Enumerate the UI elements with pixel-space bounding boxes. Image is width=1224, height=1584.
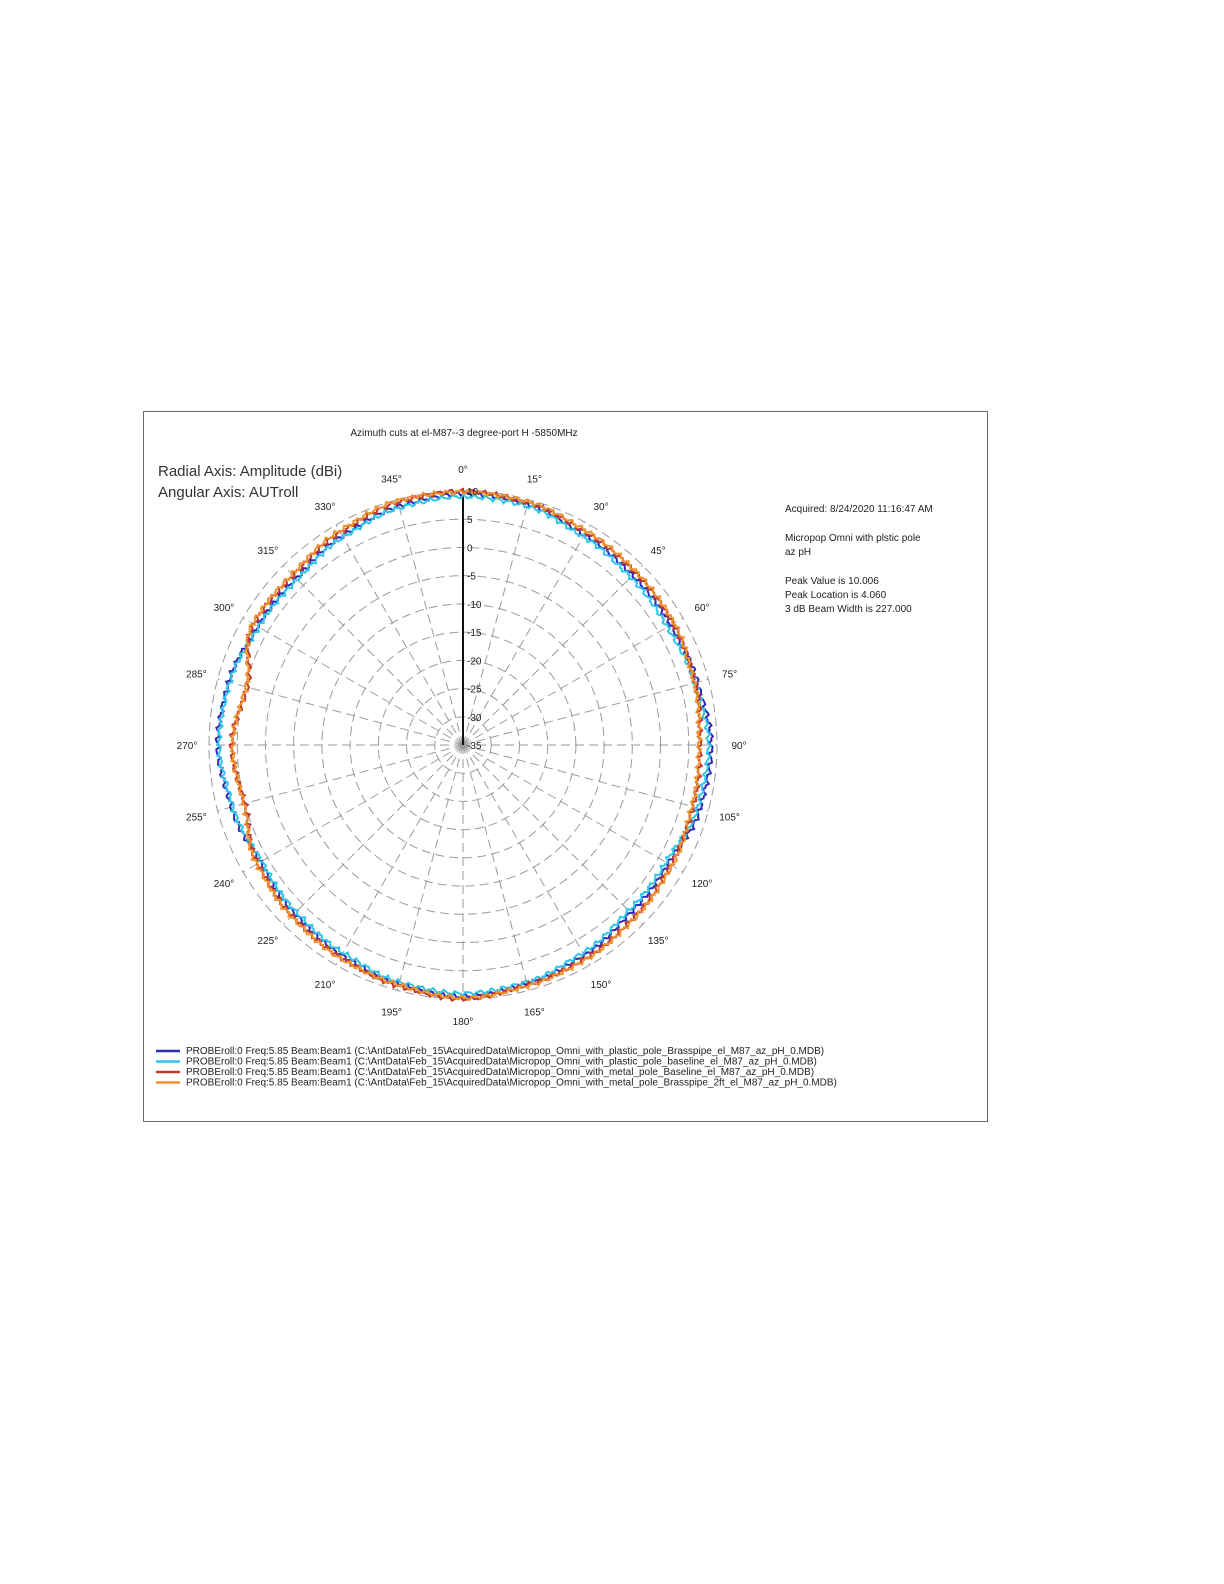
info-description-2: az pH xyxy=(785,547,812,558)
grid-spoke xyxy=(283,745,463,925)
angle-tick-label: 75° xyxy=(722,669,738,681)
angle-tick-label: 15° xyxy=(526,474,542,486)
angular-axis-label: Angular Axis: AUTroll xyxy=(158,484,299,501)
angle-tick-label: 330° xyxy=(314,501,336,513)
angle-tick-label: 105° xyxy=(719,812,740,824)
grid-spoke xyxy=(283,565,463,745)
radial-tick-label: 10 xyxy=(467,487,479,498)
grid-spoke xyxy=(218,679,463,745)
grid-spoke xyxy=(397,500,463,745)
info-acquired: Acquired: 8/24/2020 11:16:47 AM xyxy=(785,504,933,515)
grid-spoke xyxy=(397,745,463,990)
polar-chart xyxy=(144,412,989,1123)
legend-entry-3: PROBEroll:0 Freq:5.85 Beam:Beam1 (C:\AntData\Feb_15\AcquiredData\Micropop_Omni_with_metal_pole_Baseline_el_M87_az_pH_0.MDB) xyxy=(186,1067,815,1078)
angle-tick-label: 30° xyxy=(593,501,609,513)
angle-tick-label: 120° xyxy=(691,879,713,890)
grid-spoke xyxy=(463,745,643,925)
angle-tick-label: 255° xyxy=(186,812,207,824)
grid-spoke xyxy=(336,525,463,745)
legend-entry-4: PROBEroll:0 Freq:5.85 Beam:Beam1 (C:\AntData\Feb_15\AcquiredData\Micropop_Omni_with_metal_pole_Brasspipe_2ft_el_M87_az_pH_0.MDB) xyxy=(186,1077,837,1089)
polar-grid xyxy=(209,491,717,999)
legend-entry-2: PROBEroll:0 Freq:5.85 Beam:Beam1 (C:\AntData\Feb_15\AcquiredData\Micropop_Omni_with_plastic_pole_baseline_el_M87_az_pH_0.MDB) xyxy=(186,1056,817,1068)
grid-spoke xyxy=(463,500,529,745)
radial-tick-label: -15 xyxy=(467,628,482,640)
angle-tick-label: 60° xyxy=(694,603,710,614)
grid-spoke xyxy=(463,565,643,745)
polar-chart-frame xyxy=(143,411,988,1122)
radial-tick-label: -35 xyxy=(467,741,482,752)
radial-tick-label: -20 xyxy=(467,656,482,668)
angle-tick-label: 195° xyxy=(381,1007,402,1019)
info-panel xyxy=(785,504,933,615)
grid-spoke xyxy=(463,745,529,990)
angle-tick-label: 225° xyxy=(257,936,279,948)
angle-tick-label: 0° xyxy=(458,465,468,476)
radial-tick-label: 0 xyxy=(467,543,473,555)
angle-tick-label: 90° xyxy=(731,741,747,752)
angle-tick-label: 45° xyxy=(650,545,666,557)
angle-tick-label: 345° xyxy=(381,474,402,486)
grid-spoke xyxy=(218,745,463,811)
info-peak-location: Peak Location is 4.060 xyxy=(785,590,887,601)
angle-tick-label: 240° xyxy=(213,879,235,890)
radial-tick-label: 5 xyxy=(467,515,473,527)
radial-tick-label: -25 xyxy=(467,684,482,696)
angle-tick-label: 180° xyxy=(452,1017,474,1028)
radial-axis-label: Radial Axis: Amplitude (dBi) xyxy=(158,463,343,480)
angle-tick-label: 315° xyxy=(257,545,279,557)
angle-tick-label: 135° xyxy=(647,936,669,948)
chart-title: Azimuth cuts at el-M87--3 degree-port H -5850MHz xyxy=(350,428,578,439)
angle-tick-label: 285° xyxy=(186,669,207,681)
grid-spoke xyxy=(463,745,708,811)
radial-tick-label: -5 xyxy=(467,571,476,583)
angle-tick-label: 300° xyxy=(213,603,235,614)
radial-tick-label: -30 xyxy=(467,712,482,724)
grid-spoke xyxy=(336,745,463,965)
angle-tick-label: 270° xyxy=(176,741,198,752)
info-beam-width: 3 dB Beam Width is 227.000 xyxy=(785,604,912,615)
angle-tick-label: 165° xyxy=(524,1007,545,1019)
legend-entry-1: PROBEroll:0 Freq:5.85 Beam:Beam1 (C:\AntData\Feb_15\AcquiredData\Micropop_Omni_with_plastic_pole_Brasspipe_el_M87_az_pH_0.MDB) xyxy=(186,1046,825,1057)
info-description-1: Micropop Omni with plstic pole xyxy=(785,533,921,544)
radial-tick-label: -10 xyxy=(467,599,482,611)
info-peak-value: Peak Value is 10.006 xyxy=(785,576,879,587)
legend xyxy=(156,1046,837,1089)
angle-tick-label: 150° xyxy=(590,980,612,992)
grid-spoke xyxy=(463,679,708,745)
angle-tick-label: 210° xyxy=(314,980,336,992)
